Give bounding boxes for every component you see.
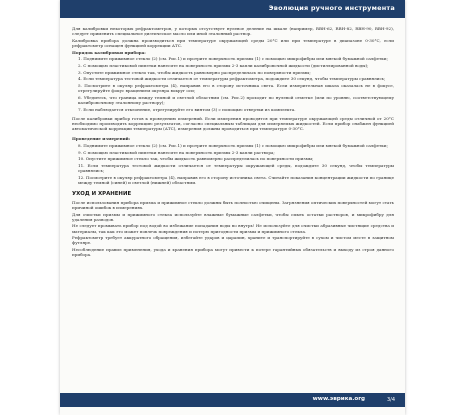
calibration-step: 3. Опустите прижимное стекло так, чтобы жидкость равномерно распределилась по поверхности призмы;	[78, 69, 311, 75]
care-paragraph: Несоблюдение правил применения, ухода и хранения прибора могут привести к потере гарантийных обязательств и выходу из строя данного прибора.	[72, 246, 394, 258]
measurement-step: 11. Если температура тестовой жидкости отличается от температуры окружающей среды, подождите 30 секунд, чтобы температуры сравнялись;	[78, 162, 394, 173]
care-paragraph: После использования прибора призма и прижимное стекло должны быть полностью очищены. Загрязнения оптических поверхностей могут стать причиной ошибок в измерениях.	[72, 199, 394, 210]
measurement-step: 9. С помощью пластиковой пипетки нанесите на поверхность призмы 2-3 капли раствора;	[78, 149, 275, 155]
header-band	[60, 0, 405, 18]
header-title: Эволюция ручного инструмента	[268, 4, 395, 12]
calibration-step: 7. Если наблюдается отклонение, отрегулируйте его винтом (3) с помощью отвертки из комплекта.	[78, 106, 296, 112]
footer-url: www.эврика.org	[312, 396, 365, 402]
after-calibration-paragraph: После калибровки прибор готов к проведению измерений. Если измерения проводятся при температуре окружающей среды отличной от 20°C необходимо производить коррекцию результатов, согласно специальным таблицам для измеряемых жидкостей. Если прибор снабжен функцией автоматической коррекции температуры (АТС), измерения должны проводиться при температуре 0-30°C.	[72, 116, 394, 132]
footer-band	[60, 393, 405, 407]
measurement-step: 12. Посмотрите в окуляр рефрактометра (4), направив его в сторону источника света. Считайте показания концентрации жидкости по границе между темной (синей) и светлой (нижней) областями.	[78, 174, 394, 185]
calibration-step: 5. Посмотрите в окуляр рефрактометра (4), направив его в сторону источника света. Если измерительная шкала оказалась не в фокусе, отрегулируйте фокус вращением окуляра вокруг оси;	[78, 83, 394, 94]
intro-paragraph-2: Калибровка прибора должна производиться при температуре окружающей среды 20°C или при температуре в диапазоне 0-30°C, если рефрактометр оснащен функцией коррекции АТС.	[72, 37, 394, 48]
calibration-step: 4. Если температура тестовой жидкости отличается от температуры рефрактометра, подождите 30 секунд, чтобы температуры сравнялись;	[78, 76, 386, 82]
document-content	[72, 26, 394, 259]
measurement-heading: Проведение измерений:	[72, 136, 131, 142]
care-section-title: УХОД И ХРАНЕНИЕ	[72, 190, 132, 197]
care-paragraph: Не следует промывать прибор под водой во избежание попадания воды во внутрь! Не используйте для очистки абразивные чистящие средства и материалы, так как это может повлечь повреждения и потерю пригодности призмы и прижимного стекла.	[72, 223, 394, 234]
measurement-step: 8. Поднимите прижимное стекло (2) (см. Рис.1) и протрите поверхность призмы (1) с помощью микрофибры или мягкой бумажной салфетки;	[78, 142, 388, 148]
calibration-heading: Порядок калибровки прибора:	[72, 49, 146, 55]
care-paragraph: Для очистки призмы и прижимного стекла используйте влажные бумажные салфетки, чтобы смыть остатки растворов, и микрофибру для удаления разводов.	[72, 211, 394, 222]
measurement-step: 10. Опустите прижимное стекло так, чтобы жидкость равномерно распределилась по поверхности призмы;	[78, 156, 314, 162]
care-paragraph: Рефрактометр требует аккуратного обращения, избегайте ударов и царапин, храните и транспортируйте в сухом и чистом месте в защитном футляре.	[72, 235, 394, 246]
calibration-step: 1. Поднимите прижимное стекло (2) (см. Рис.1) и протрите поверхность призмы (1) с помощью микрофибры или мягкой бумажной салфетки;	[78, 56, 388, 62]
page-number: 3/4	[386, 396, 395, 403]
intro-paragraph-1: Для калибровки некоторых рефрактометров, у которых отсутствует нулевое деление на шкале (например, RBH-62, RBH-82, RBH-90, RBH-92), следует применить специальное диэтическое масло или иной эталонный раствор.	[72, 26, 394, 37]
calibration-step: 6. Убедитесь, что граница между темной и светлой областями (см. Рис.2) проходит по нулевой отметке (или по уровню, соответствующему калибровочному эталонному раствору);	[78, 94, 394, 105]
calibration-step: 2. С помощью пластиковой пипетки нанесите на поверхность призмы 2-3 капли калибровочной жидкости (дистиллированной воды);	[78, 62, 369, 68]
